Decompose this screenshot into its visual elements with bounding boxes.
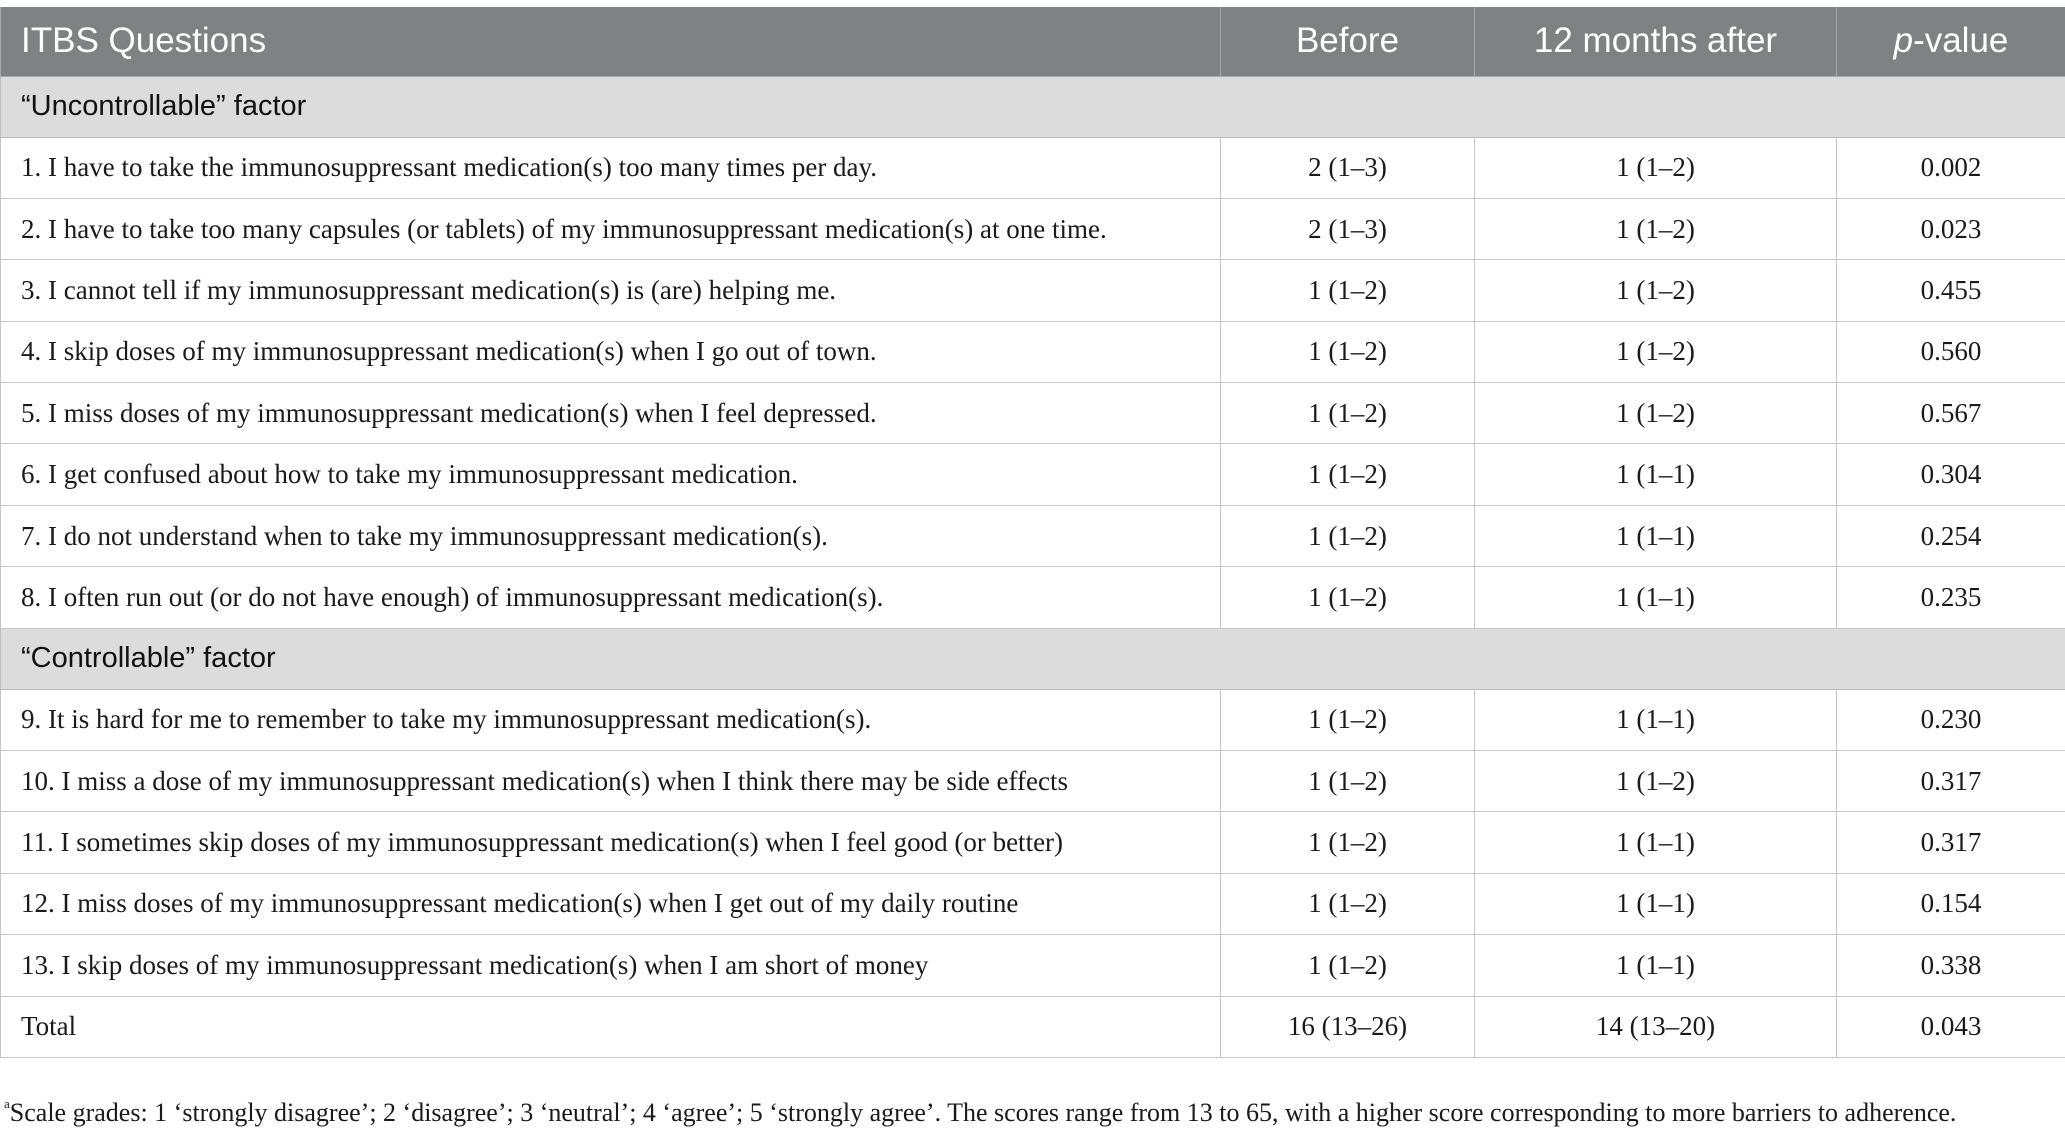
after-cell: 1 (1–1)	[1475, 812, 1837, 873]
table-row	[1, 383, 2065, 444]
table-row	[1, 505, 2065, 566]
footnote-text: Scale grades: 1 ‘strongly disagree’; 2 ‘disagree’; 3 ‘neutral’; 4 ‘agree’; 5 ‘strongly agree’. The scores range from 13 to 65, with a higher score corresponding to more barriers to adherence.	[9, 1098, 1957, 1127]
p-value-cell: 0.567	[1837, 383, 2065, 444]
before-cell: 1 (1–2)	[1221, 383, 1475, 444]
table-row	[1, 812, 2065, 873]
question-cell: 6. I get confused about how to take my immunosuppressant medication.	[1, 444, 1221, 505]
after-cell: 1 (1–2)	[1475, 751, 1837, 812]
after-cell: 1 (1–1)	[1475, 689, 1837, 750]
p-value-cell: 0.235	[1837, 567, 2065, 628]
total-p-value: 0.043	[1837, 996, 2065, 1057]
before-cell: 2 (1–3)	[1221, 198, 1475, 259]
p-value-cell: 0.304	[1837, 444, 2065, 505]
p-value-cell: 0.002	[1837, 137, 2065, 198]
p-italic: p	[1893, 21, 1914, 61]
before-cell: 1 (1–2)	[1221, 873, 1475, 934]
before-cell: 1 (1–2)	[1221, 444, 1475, 505]
section-header-controllable	[1, 628, 2065, 689]
after-cell: 1 (1–2)	[1475, 137, 1837, 198]
itbs-table	[0, 7, 2065, 1058]
p-value-cell: 0.230	[1837, 689, 2065, 750]
table-row	[1, 198, 2065, 259]
before-cell: 1 (1–2)	[1221, 505, 1475, 566]
question-cell: 2. I have to take too many capsules (or tablets) of my immunosuppressant medication(s) at one time.	[1, 198, 1221, 259]
p-value-cell: 0.154	[1837, 873, 2065, 934]
header-12-months-after: 12 months after	[1475, 7, 1837, 76]
after-cell: 1 (1–2)	[1475, 321, 1837, 382]
table-row	[1, 321, 2065, 382]
question-cell: 11. I sometimes skip doses of my immunosuppressant medication(s) when I feel good (or better)	[1, 812, 1221, 873]
after-cell: 1 (1–1)	[1475, 444, 1837, 505]
table-footnote	[4, 1098, 1956, 1128]
before-cell: 1 (1–2)	[1221, 260, 1475, 321]
table-row	[1, 935, 2065, 996]
before-cell: 1 (1–2)	[1221, 935, 1475, 996]
after-cell: 1 (1–1)	[1475, 505, 1837, 566]
before-cell: 1 (1–2)	[1221, 321, 1475, 382]
question-cell: 8. I often run out (or do not have enough) of immunosuppressant medication(s).	[1, 567, 1221, 628]
table-row	[1, 260, 2065, 321]
table-row	[1, 567, 2065, 628]
before-cell: 1 (1–2)	[1221, 567, 1475, 628]
p-value-cell: 0.254	[1837, 505, 2065, 566]
after-cell: 1 (1–1)	[1475, 873, 1837, 934]
after-cell: 1 (1–1)	[1475, 567, 1837, 628]
p-value-cell: 0.317	[1837, 812, 2065, 873]
p-value-cell: 0.317	[1837, 751, 2065, 812]
after-cell: 1 (1–2)	[1475, 383, 1837, 444]
question-cell: 4. I skip doses of my immunosuppressant medication(s) when I go out of town.	[1, 321, 1221, 382]
p-value-cell: 0.023	[1837, 198, 2065, 259]
header-itbs-questions: ITBS Questions	[1, 7, 1221, 76]
before-cell: 2 (1–3)	[1221, 137, 1475, 198]
table-row	[1, 751, 2065, 812]
section-header-uncontrollable	[1, 76, 2065, 137]
question-cell: 1. I have to take the immunosuppressant medication(s) too many times per day.	[1, 137, 1221, 198]
after-cell: 1 (1–2)	[1475, 198, 1837, 259]
total-row	[1, 996, 2065, 1057]
header-row	[1, 7, 2065, 76]
question-cell: 5. I miss doses of my immunosuppressant medication(s) when I feel depressed.	[1, 383, 1221, 444]
p-value-cell: 0.338	[1837, 935, 2065, 996]
question-cell: 12. I miss doses of my immunosuppressant medication(s) when I get out of my daily routine	[1, 873, 1221, 934]
itbs-table-container	[0, 7, 2065, 1058]
total-before: 16 (13–26)	[1221, 996, 1475, 1057]
total-after: 14 (13–20)	[1475, 996, 1837, 1057]
section-title: “Controllable” factor	[1, 628, 2065, 689]
question-cell: 9. It is hard for me to remember to take my immunosuppressant medication(s).	[1, 689, 1221, 750]
table-row	[1, 689, 2065, 750]
before-cell: 1 (1–2)	[1221, 751, 1475, 812]
after-cell: 1 (1–2)	[1475, 260, 1837, 321]
question-cell: 10. I miss a dose of my immunosuppressant medication(s) when I think there may be side effects	[1, 751, 1221, 812]
question-cell: 3. I cannot tell if my immunosuppressant medication(s) is (are) helping me.	[1, 260, 1221, 321]
footnote-marker: a	[4, 1096, 10, 1111]
p-value-cell: 0.455	[1837, 260, 2065, 321]
after-cell: 1 (1–1)	[1475, 935, 1837, 996]
section-title: “Uncontrollable” factor	[1, 76, 2065, 137]
question-cell: 13. I skip doses of my immunosuppressant medication(s) when I am short of money	[1, 935, 1221, 996]
table-row	[1, 137, 2065, 198]
table-row	[1, 873, 2065, 934]
question-cell: 7. I do not understand when to take my immunosuppressant medication(s).	[1, 505, 1221, 566]
before-cell: 1 (1–2)	[1221, 812, 1475, 873]
table-row	[1, 444, 2065, 505]
total-label: Total	[1, 996, 1221, 1057]
p-suffix: -value	[1913, 21, 2009, 61]
p-value-cell: 0.560	[1837, 321, 2065, 382]
header-before: Before	[1221, 7, 1475, 76]
before-cell: 1 (1–2)	[1221, 689, 1475, 750]
header-p-value	[1837, 7, 2065, 76]
